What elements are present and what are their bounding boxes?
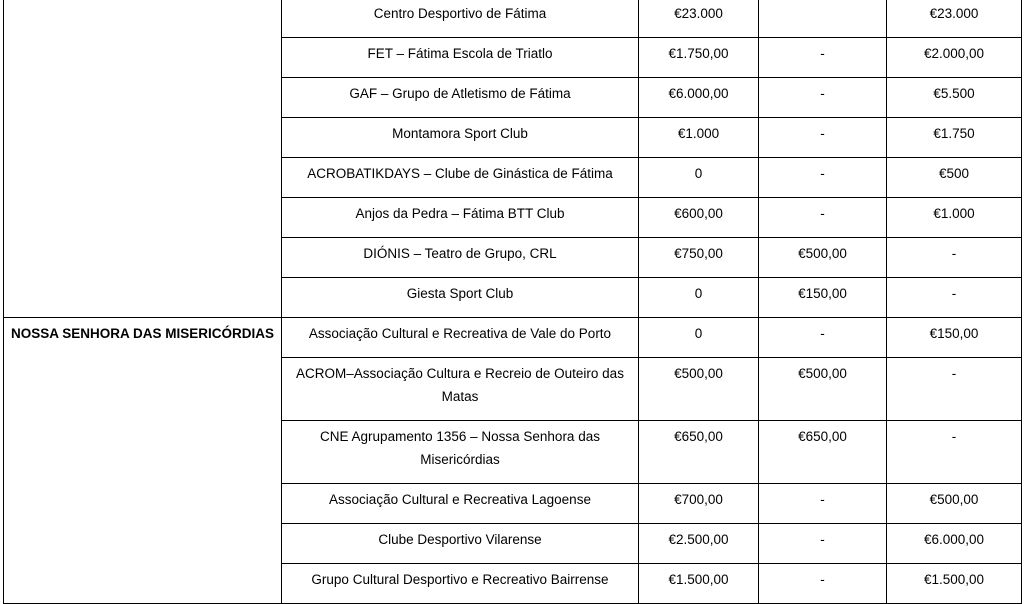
amount-cell-1: €1.500,00: [639, 564, 759, 604]
amount-cell-2: €150,00: [759, 278, 887, 318]
amount-cell-1: 0: [639, 318, 759, 358]
amount-cell-2: -: [759, 318, 887, 358]
amount-cell-1: €1.000: [639, 118, 759, 158]
table-row: [4, 318, 1022, 358]
amount-cell-3: -: [887, 238, 1022, 278]
amount-cell-3: €1.750: [887, 118, 1022, 158]
amount-cell-2: €500,00: [759, 238, 887, 278]
amount-cell-1: €1.750,00: [639, 38, 759, 78]
entity-cell: Centro Desportivo de Fátima: [282, 0, 639, 38]
parish-cell: NOSSA SENHORA DAS MISERICÓRDIAS: [4, 318, 282, 604]
amount-cell-3: €5.500: [887, 78, 1022, 118]
amount-cell-3: €1.000: [887, 198, 1022, 238]
subsidies-table: [3, 0, 1022, 604]
amount-cell-3: -: [887, 278, 1022, 318]
amount-cell-3: €150,00: [887, 318, 1022, 358]
amount-cell-1: 0: [639, 278, 759, 318]
amount-cell-2: -: [759, 524, 887, 564]
amount-cell-3: €500: [887, 158, 1022, 198]
amount-cell-1: €600,00: [639, 198, 759, 238]
amount-cell-2: -: [759, 78, 887, 118]
entity-cell: FET – Fátima Escola de Triatlo: [282, 38, 639, 78]
amount-cell-1: €650,00: [639, 421, 759, 484]
amount-cell-2: -: [759, 484, 887, 524]
amount-cell-1: €23.000: [639, 0, 759, 38]
entity-cell: Associação Cultural e Recreativa Lagoense: [282, 484, 639, 524]
amount-cell-2: -: [759, 564, 887, 604]
amount-cell-2: -: [759, 158, 887, 198]
entity-cell: GAF – Grupo de Atletismo de Fátima: [282, 78, 639, 118]
entity-cell: Grupo Cultural Desportivo e Recreativo Bairrense: [282, 564, 639, 604]
parish-cell: [4, 0, 282, 318]
entity-cell: Montamora Sport Club: [282, 118, 639, 158]
table-row: [4, 0, 1022, 38]
amount-cell-3: -: [887, 421, 1022, 484]
amount-cell-3: €2.000,00: [887, 38, 1022, 78]
amount-cell-1: €700,00: [639, 484, 759, 524]
amount-cell-1: €750,00: [639, 238, 759, 278]
amount-cell-3: €1.500,00: [887, 564, 1022, 604]
entity-cell: Anjos da Pedra – Fátima BTT Club: [282, 198, 639, 238]
amount-cell-3: -: [887, 358, 1022, 421]
entity-cell: Clube Desportivo Vilarense: [282, 524, 639, 564]
entity-cell: CNE Agrupamento 1356 – Nossa Senhora das Misericórdias: [282, 421, 639, 484]
amount-cell-1: €500,00: [639, 358, 759, 421]
entity-cell: ACROM–Associação Cultura e Recreio de Outeiro das Matas: [282, 358, 639, 421]
amount-cell-2: -: [759, 118, 887, 158]
entity-cell: Associação Cultural e Recreativa de Vale do Porto: [282, 318, 639, 358]
amount-cell-2: €500,00: [759, 358, 887, 421]
amount-cell-1: €2.500,00: [639, 524, 759, 564]
amount-cell-1: €6.000,00: [639, 78, 759, 118]
amount-cell-2: -: [759, 198, 887, 238]
amount-cell-3: €23.000: [887, 0, 1022, 38]
amount-cell-2: €650,00: [759, 421, 887, 484]
entity-cell: Giesta Sport Club: [282, 278, 639, 318]
amount-cell-1: 0: [639, 158, 759, 198]
entity-cell: DIÓNIS – Teatro de Grupo, CRL: [282, 238, 639, 278]
amount-cell-2: [759, 0, 887, 38]
entity-cell: ACROBATIKDAYS – Clube de Ginástica de Fátima: [282, 158, 639, 198]
amount-cell-3: €6.000,00: [887, 524, 1022, 564]
amount-cell-2: -: [759, 38, 887, 78]
amount-cell-3: €500,00: [887, 484, 1022, 524]
